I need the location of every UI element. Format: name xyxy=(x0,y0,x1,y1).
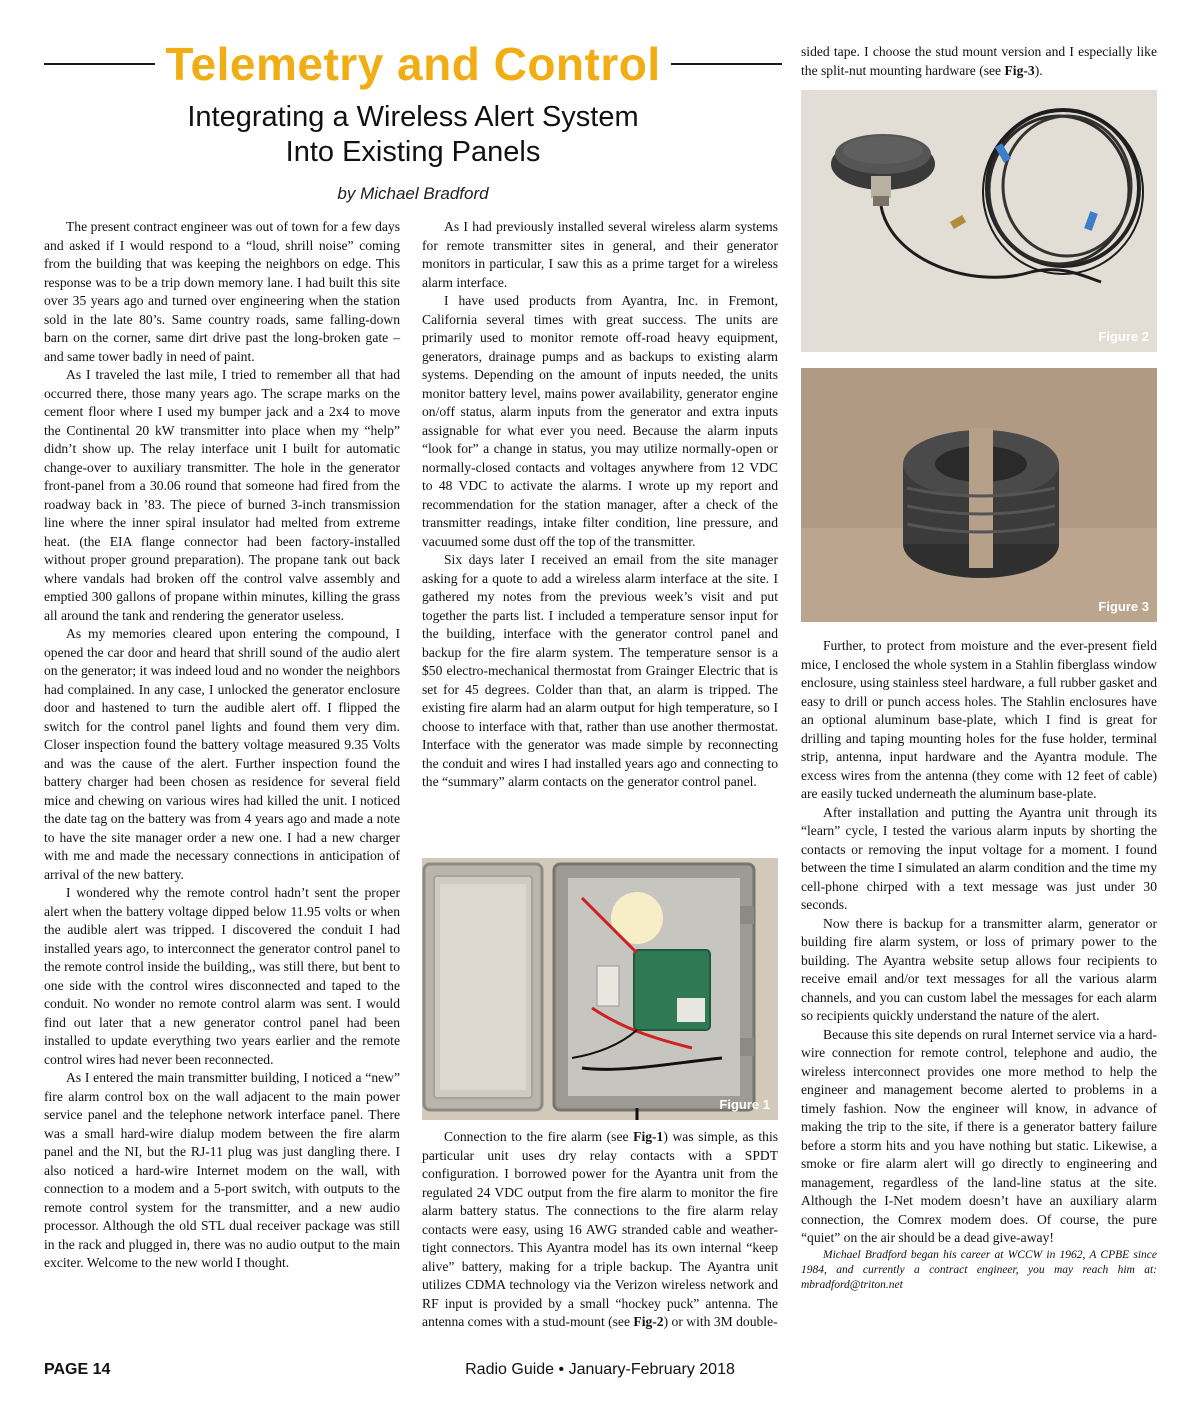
masthead xyxy=(44,34,782,94)
title-rule-left xyxy=(44,63,155,65)
paragraph: Further, to protect from moisture and the ever-present field mice, I enclosed the whole system in a Stahlin fiberglass window enclosure, using stainless steel hardware, a full rubber gasket and easy to drill or punch access holes. The Stahlin enclosures have an optional aluminum base-plate, which I find is great for drilling and taping mounting holes for the fuse holder, terminal strip, antenna, input hardware and the Ayantra module. The excess wires from the antenna (they come with 12 feet of cable) are easily tucked underneath the aluminum base-plate. xyxy=(801,638,1157,801)
figure-reference: Fig-3 xyxy=(1004,62,1035,78)
author-bio: Michael Bradford began his career at WCCW in 1962, A CPBE since 1984, and currently a contract engineer, you may reach him at: mbradford@triton.net xyxy=(801,1248,1157,1291)
subtitle-line-1: Integrating a Wireless Alert System xyxy=(187,101,639,133)
text-run: Connection to the fire alarm (see xyxy=(444,1129,634,1144)
column-2 xyxy=(422,218,778,792)
column-3-top xyxy=(801,43,1157,80)
split-nut-illustration xyxy=(801,368,1157,622)
figure-3-photo xyxy=(801,368,1157,622)
column-1 xyxy=(44,218,400,1273)
column-2-continued xyxy=(422,1128,778,1332)
column-3 xyxy=(801,637,1157,1293)
paragraph xyxy=(422,1128,778,1332)
paragraph: Six days later I received an email from the site manager asking for a quote to add a wireless alarm interface at the site. I gathered my notes from the previous week’s visit and put together the parts list. I included a temperature sensor input for the building, interface with the generator control panel and backup for the fire alarm system. The temperature sensor is a $50 electro-mechanical thermostat from Grainger Electric that is set for 45 degrees. Colder than that, an alarm is tripped. The existing fire alarm had an alarm output for high temperature, so I choose to interface with that, rather than use another thermostat. Interface with the generator was made simple by reconnecting the conduit and wires I had installed years ago and connecting to the “summary” alarm contacts on the generator control panel. xyxy=(422,552,778,789)
figure-1-caption: Figure 1 xyxy=(719,1097,770,1112)
figure-3-caption: Figure 3 xyxy=(1098,599,1149,614)
text-run: ) or with 3M double- xyxy=(663,1314,778,1329)
paragraph: As I had previously installed several wireless alarm systems for remote transmitter sites in general, and their generator monitors in particular, I saw this as a prime target for a wireless alarm interface. xyxy=(422,219,778,290)
enclosure-illustration xyxy=(422,858,778,1120)
byline: by Michael Bradford xyxy=(337,184,489,203)
paragraph: Now there is backup for a transmitter alarm, generator or building fire alarm system, or loss of primary power to the building. The Ayantra website setup allows four recipients to receive email and/or text messages for all the various alarm channels, and you can custom label the messages for each alarm so recipients quickly understand the nature of the alert. xyxy=(801,915,1157,1023)
publication-footer: Radio Guide • January-February 2018 xyxy=(465,1361,735,1378)
paragraph: As my memories cleared upon entering the compound, I opened the car door and heard that shrill sound of the audio alert on the generator; it was indeed loud and no wonder the neighbors had complained. In any case, I unlocked the generator enclosure door and hastened to turn the audible alert off. I flipped the switch for the control panel lights and found them very dim. Closer inspection found the battery voltage measured 9.35 Volts and was the cause of the alert. Further inspection found the battery charger had been chosen as residence for several field mice and chewing on various wires had killed the unit. I noticed the date tag on the battery was from 4 years ago and made a note to have the site manager order a new one. I had a new charger with me and made the necessary connections in anticipation of arrival of the new battery. xyxy=(44,626,400,882)
text-run: sided tape. I choose the stud mount version and I especially like the split-nut mounting hardware (see xyxy=(801,44,1157,78)
text-run: ). xyxy=(1034,62,1043,78)
paragraph: As I traveled the last mile, I tried to remember all that had occurred there, those many years ago. The scrape marks on the cement floor where I used my bumper jack and a 2x4 to move the Continental 20 kW transmitter into place when my “help” didn’t show up. The relay interface unit I built for automatic change-over to auxiliary transmitter. The hole in the generator front-panel from a 30.06 round that someone had fired from the roadway back in ’83. The piece of burned 3-inch transmission line where the inner spiral insulator had melted from extreme heat. (the EIA flange connector had been factory-installed without proper ground preparation). The propane tank out back where vandals had broken off the control valve assembly and emptied 300 gallons of propane within minutes, killing the grass all around the tank and rendering the generator useless. xyxy=(44,367,400,623)
title-rule-right xyxy=(671,63,782,65)
article-title: Telemetry and Control xyxy=(165,38,661,90)
figure-2-photo xyxy=(801,90,1157,352)
paragraph: I wondered why the remote control hadn’t sent the proper alert when the battery voltage dipped below 11.95 volts or when the audible alert was tripped. I discovered the conduit I had installed years ago, to interconnect the generator control panel to the remote control inside the building,, was still there, but bent to one side with the control wires disconnected and taped to the conduit. No wonder no remote control alarm was sent. I would find out later that a new generator control panel had been installed to update everything two years earlier and the remote control wires had never been reconnected. xyxy=(44,885,400,1067)
figure-reference: Fig-1 xyxy=(633,1129,664,1144)
figure-1-photo xyxy=(422,858,778,1120)
page-number: PAGE 14 xyxy=(44,1361,111,1378)
paragraph xyxy=(801,43,1157,80)
subtitle-line-2: Into Existing Panels xyxy=(285,136,541,168)
figure-2-caption: Figure 2 xyxy=(1098,329,1149,344)
text-run: ) was simple, as this particular unit uses dry relay contacts with a SPDT configuration. I borrowed power for the Ayantra unit from the regulated 24 VDC output from the fire alarm to monitor the fire alarm battery status. The connections to the fire alarm relay contacts were easy, using 16 AWG stranded cable and weather-tight connectors. This Ayantra model has its own internal “keep alive” battery, making for a triple backup. The Ayantra unit utilizes CDMA technology via the Verizon wireless network and RF input is provided by a small “hockey puck” antenna. The antenna comes with a stud-mount (see xyxy=(422,1129,779,1329)
paragraph: After installation and putting the Ayantra unit through its “learn” cycle, I tested the various alarm inputs by shorting the contacts or removing the input voltage for a moment. I found between the time I simulated an alarm condition and the time my cell-phone chirped with a text message was just under 30 seconds. xyxy=(801,804,1157,912)
paragraph: The present contract engineer was out of town for a few days and asked if I would respond to a “loud, shrill noise” coming from the building that was keeping the neighbors on edge. This response was to be a trip down memory lane. I had built this site over 35 years ago and turned over engineering when the station sold in the late 80’s. Same country roads, same falling-down barn on the corner, same dirt drive past the long-broken gate – and same tower badly in need of paint. xyxy=(44,219,400,364)
antenna-illustration xyxy=(801,90,1157,352)
paragraph: As I entered the main transmitter building, I noticed a “new” fire alarm control box on the wall adjacent to the main power service panel and the telephone network interface panel. There was a small hard-wire dialup modem between the fire alarm panel and the NI, but the RJ-11 plug was just dangling there. I also noticed a hard-wire Internet modem on the wall, with connection to a modem and a 5-port switch, with outputs to the remote control system for the transmitter, and a new audio processor. Although the old STL dual receiver package was still in the rack and plugged in, there was no audio output to the main exciter. Welcome to the new world I thought. xyxy=(44,1070,400,1270)
figure-reference: Fig-2 xyxy=(633,1314,664,1329)
article-subtitle xyxy=(44,100,782,170)
paragraph: Because this site depends on rural Internet service via a hard-wire connection for remote control, telephone and audio, the wireless interconnect provides one more method to help the engineer and management become alerted to problems in a timely fashion. Now the engineer will know, in advance of making the trip to the site, if there is a generator battery failure before a storm hits and you have nothing but static. Likewise, a smoke or fire alarm alert will go directly to engineering and management, regardless of the land-line status at the site. Although the I-Net modem doesn’t have an auxiliary alarm connection, the Comrex modem does. Of course, the pure “quiet” on the air should be a dead give-away! xyxy=(801,1026,1157,1245)
paragraph: I have used products from Ayantra, Inc. in Fremont, California several times with great success. The units are primarily used to monitor remote off-road heavy equipment, generators, drainage pumps and as backups to existing alarm systems. Depending on the amount of inputs needed, the units monitor battery level, mains power availability, generator engine on/off status, alarm inputs from the generator and extra inputs assignable for what ever you need. Because the alarm inputs “look for” a change in status, you may utilize normally-open or normally-closed contacts and voltages anywhere from 12 VDC to 48 VDC to activate the alarms. I wrote up my report and recommendation for the station manager, after a check of the transmitter readings, intake filter condition, line pressure, and vacuumed some dust off the top of the transmitter. xyxy=(422,293,778,549)
